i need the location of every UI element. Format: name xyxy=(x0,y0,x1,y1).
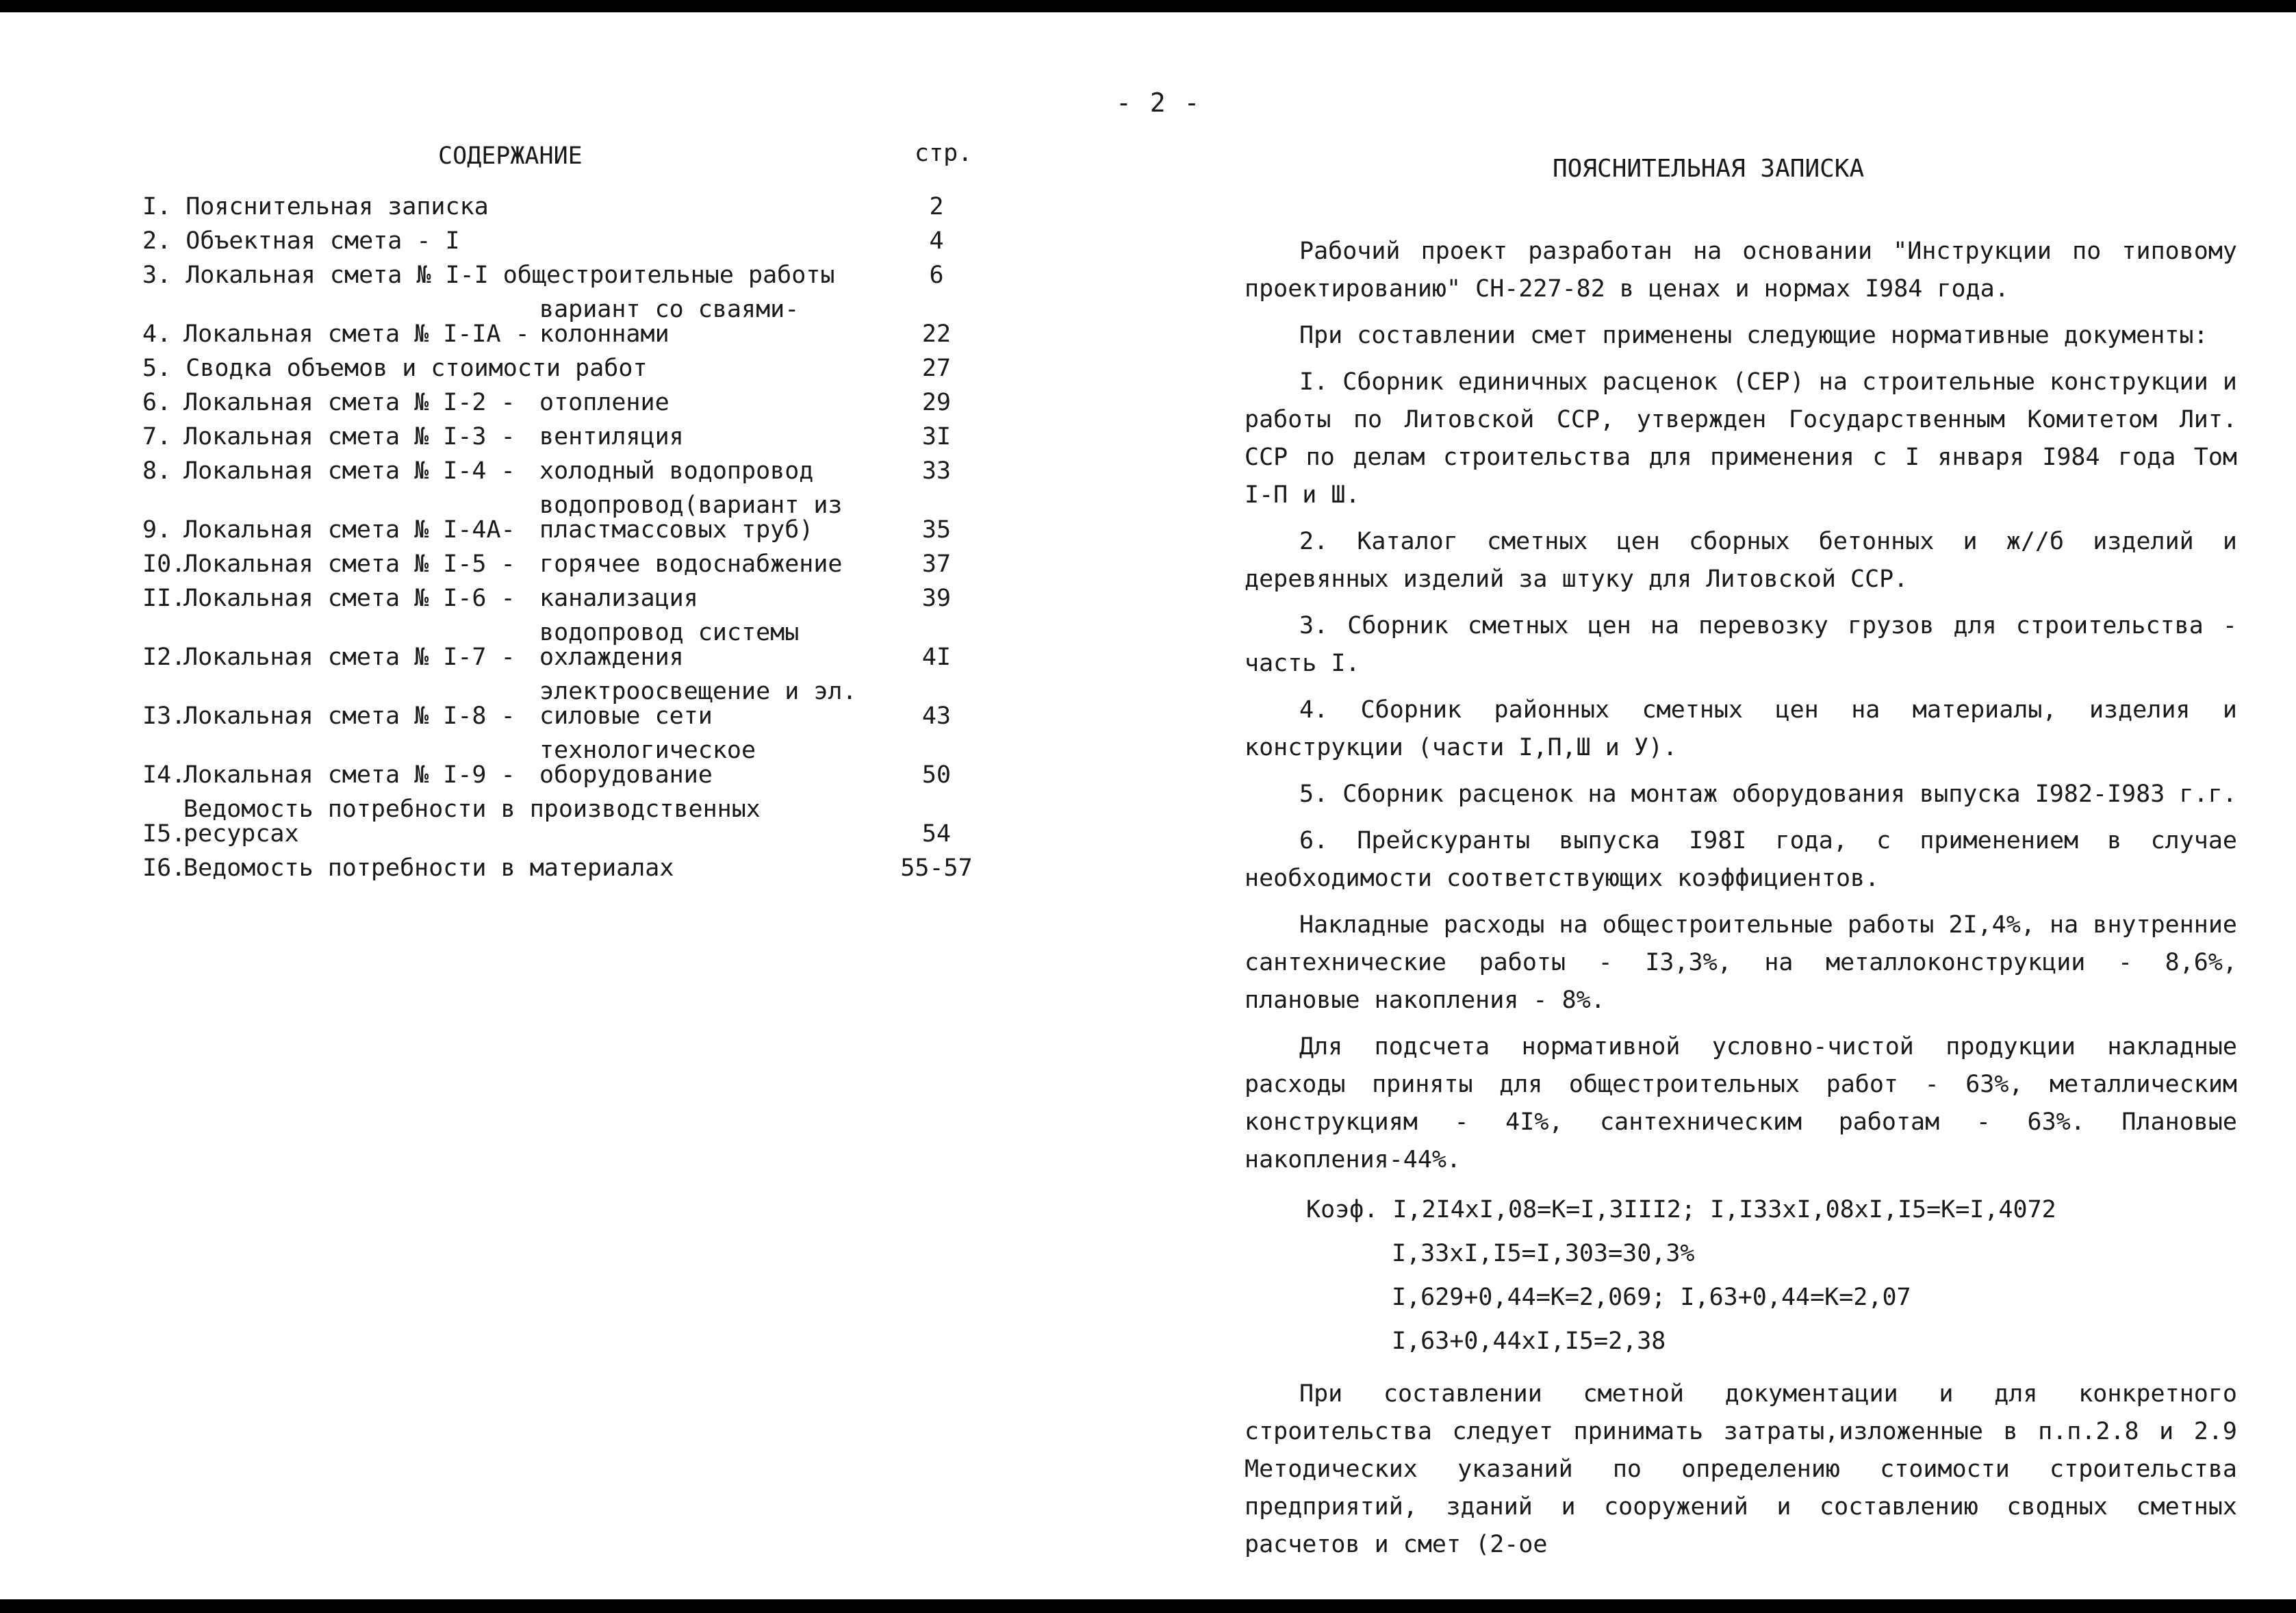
toc-entry-page: 33 xyxy=(921,457,952,485)
toc-entry-number: II. xyxy=(142,585,186,612)
toc-entry-page: 43 xyxy=(921,702,952,730)
note-paragraph: Рабочий проект разработан на основании "Инструкции по типовому проектированию" СН-227-82 в ценах и нормах I984 года. xyxy=(1245,238,2237,303)
note-title: ПОЯСНИТЕЛЬНАЯ ЗАПИСКА xyxy=(1553,155,1865,183)
toc-entry-subject: горячее водоснабжение xyxy=(539,550,843,578)
toc-entry-number: I4. xyxy=(142,761,186,789)
toc-entry-page: 35 xyxy=(921,516,952,544)
toc-entry-subject: водопровод системы охлаждения xyxy=(539,619,800,671)
toc-entry-text: Ведомость потребности в материалах xyxy=(183,854,674,882)
toc-entry-page: 37 xyxy=(921,550,952,578)
toc-entry-text: 2. Объектная смета - I xyxy=(142,227,460,255)
toc-entry-number: I0. xyxy=(142,550,186,578)
toc-entry-document: Локальная смета № I-4А- xyxy=(183,516,515,544)
toc-entry xyxy=(142,620,978,670)
toc-entry-subject: водопровод(вариант из пластмассовых труб) xyxy=(539,492,843,544)
toc-entry-page: 50 xyxy=(921,761,952,789)
toc-entry-number: I2. xyxy=(142,644,186,671)
toc-entry-document: Локальная смета № I-9 - xyxy=(183,761,515,789)
toc-entry xyxy=(142,797,978,846)
formula-line: Коэф. I,2I4xI,08=K=I,3III2; I,I33xI,08xI,I5=K=I,4072 xyxy=(1306,1196,2056,1223)
explanatory-note xyxy=(1245,233,2237,1573)
toc-entry-subject: вариант со сваями-колоннами xyxy=(539,296,800,348)
toc-title: СОДЕРЖАНИЕ xyxy=(438,142,583,170)
toc-entry xyxy=(142,493,978,542)
formula-line: I,629+0,44=K=2,069; I,63+0,44=K=2,07 xyxy=(1392,1284,1911,1311)
toc-entry xyxy=(142,356,978,381)
toc-entry-subject: отопление xyxy=(539,389,669,416)
toc-entry xyxy=(142,424,978,449)
toc-entry-page: 39 xyxy=(921,585,952,612)
note-paragraph: 5. Сборник расценок на монтаж оборудования выпуска I982-I983 г.г. xyxy=(1299,780,2237,808)
toc-entry xyxy=(142,459,978,483)
toc-entry-document: Локальная смета № I-5 - xyxy=(183,550,515,578)
toc-entry-page: 29 xyxy=(921,389,952,416)
toc-entry xyxy=(142,856,978,880)
toc-entry xyxy=(142,297,978,346)
toc-entry-page: 27 xyxy=(921,355,952,382)
toc-entry-page: 3I xyxy=(921,423,952,450)
toc-entry xyxy=(142,263,978,288)
toc-entry-page: 2 xyxy=(929,193,944,220)
toc-entry xyxy=(142,390,978,415)
note-paragraph: Для подсчета нормативной условно-чистой продукции накладные расходы приняты для общестроительных работ - 63%, металлическим конструкциям - 4I%, сантехническим работам - 63%. Плановые накопления-44%. xyxy=(1245,1033,2237,1173)
toc-entry xyxy=(142,229,978,253)
toc-entry-number: 9. xyxy=(142,516,172,544)
toc-entry-subject: холодный водопровод xyxy=(539,457,814,485)
scan-bottom-edge xyxy=(0,1599,2296,1613)
toc-entry-number: 4. xyxy=(142,320,172,348)
toc-entry-subject: канализация xyxy=(539,585,698,612)
note-paragraph: 6. Прейскуранты выпуска I98I года, с применением в случае необходимости соответствующих коэффициентов. xyxy=(1245,827,2237,892)
toc-entry-number: 6. xyxy=(142,389,172,416)
toc-entry-page: 6 xyxy=(929,262,944,289)
toc-entry-page: 4I xyxy=(921,644,952,671)
note-paragraph: 3. Сборник сметных цен на перевозку грузов для строительства - часть I. xyxy=(1245,612,2237,677)
toc-entry xyxy=(142,586,978,611)
toc-entry xyxy=(142,738,978,787)
toc-entry-text: 3. Локальная смета № I-I общестроительные работы xyxy=(142,262,835,289)
toc-entry xyxy=(142,679,978,728)
toc-entry-page: 54 xyxy=(921,820,952,848)
toc-entry-number: I5. xyxy=(142,820,186,848)
note-paragraph: I. Сборник единичных расценок (СЕР) на строительные конструкции и работы по Литовской ССР, утвержден Государственным Комитетом Лит. ССР по делам строительства для применения с I января I984 года Том I-П и Ш. xyxy=(1245,368,2237,509)
coefficient-formulas xyxy=(1245,1188,2237,1363)
toc-entry-document: Локальная смета № I-8 - xyxy=(183,702,515,730)
toc-entry-subject: вентиляция xyxy=(539,423,684,450)
scan-top-edge xyxy=(0,0,2296,12)
toc-entry-document: Локальная смета № I-3 - xyxy=(183,423,515,450)
formula-line: I,63+0,44xI,I5=2,38 xyxy=(1392,1328,1666,1355)
toc-entry-document: Локальная смета № I-4 - xyxy=(183,457,515,485)
table-of-contents xyxy=(142,194,978,890)
toc-entry xyxy=(142,552,978,576)
toc-entry-number: 8. xyxy=(142,457,172,485)
toc-page-column-header: стр. xyxy=(915,140,973,167)
toc-entry-number: I6. xyxy=(142,854,186,882)
toc-entry-text: I. Пояснительная записка xyxy=(142,193,489,220)
toc-entry-document: Локальная смета № I-2 - xyxy=(183,389,515,416)
toc-entry-subject: технологическое оборудование xyxy=(539,737,756,789)
toc-entry-number: I3. xyxy=(142,702,186,730)
toc-entry-document: Локальная смета № I-IA - xyxy=(183,320,530,348)
formula-line: I,33xI,I5=I,303=30,3% xyxy=(1392,1240,1695,1267)
toc-entry-subject: электроосвещение и эл. силовые сети xyxy=(539,678,857,730)
page-number: - 2 - xyxy=(1116,88,1201,118)
toc-entry-text: 5. Сводка объемов и стоимости работ xyxy=(142,355,648,382)
toc-entry-text: Ведомость потребности в производственных ресурсах xyxy=(183,796,761,848)
note-paragraph: 2. Каталог сметных цен сборных бетонных и ж//б изделий и деревянных изделий за штуку для Литовской ССР. xyxy=(1245,528,2237,593)
toc-entry-page: 22 xyxy=(921,320,952,348)
note-paragraph: 4. Сборник районных сметных цен на материалы, изделия и конструкции (части I,П,Ш и У). xyxy=(1245,696,2237,761)
note-paragraph: При составлении сметной документации и для конкретного строительства следует принимать затраты,изложенные в п.п.2.8 и 2.9 Методических указаний по определению стоимости строительства предприятий, зданий и сооружений и составлению сводных сметных расчетов и смет (2-ое xyxy=(1245,1380,2237,1558)
toc-entry-document: Локальная смета № I-6 - xyxy=(183,585,515,612)
toc-entry xyxy=(142,194,978,219)
note-paragraph: Накладные расходы на общестроительные работы 2I,4%, на внутренние сантехнические работы - I3,3%, на металлоконструкции - 8,6%, плановые накопления - 8%. xyxy=(1245,911,2237,1014)
note-paragraph: При составлении смет применены следующие нормативные документы: xyxy=(1299,322,2208,349)
toc-entry-page: 55-57 xyxy=(900,854,973,882)
toc-entry-page: 4 xyxy=(929,227,944,255)
toc-entry-document: Локальная смета № I-7 - xyxy=(183,644,515,671)
toc-entry-number: 7. xyxy=(142,423,172,450)
